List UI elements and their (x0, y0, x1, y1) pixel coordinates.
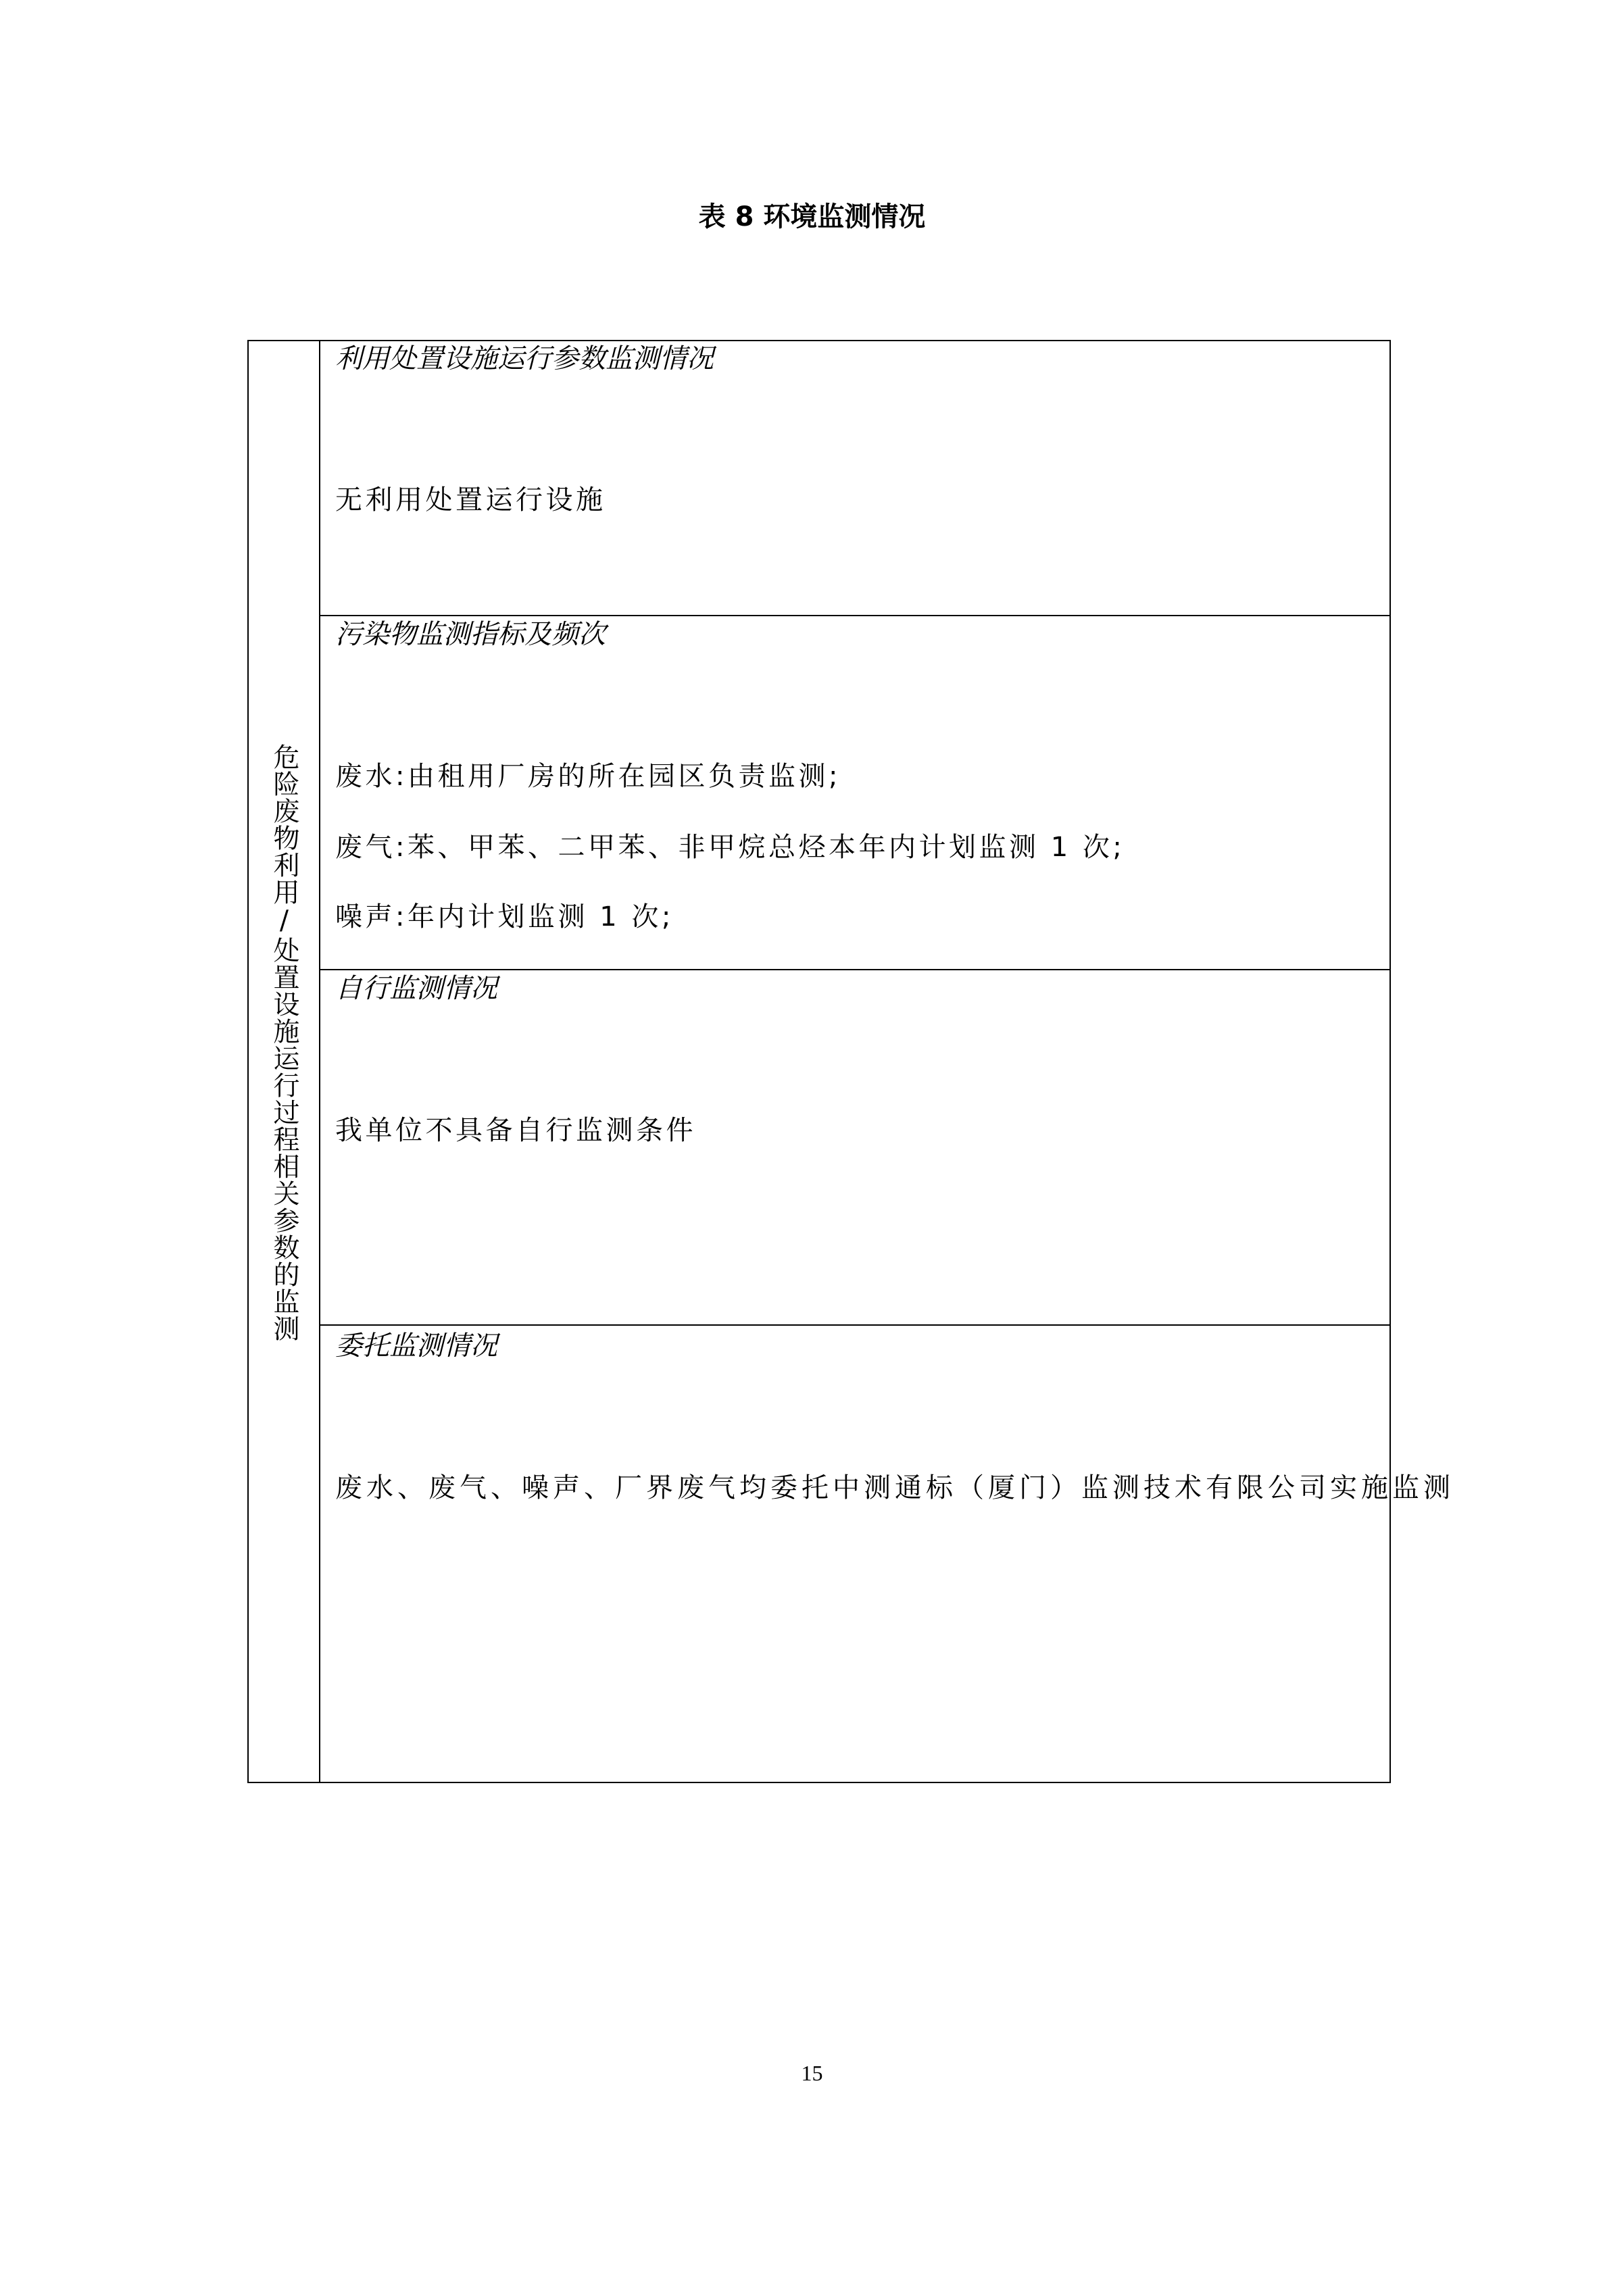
table-title: 表 8 环境监测情况 (698, 201, 926, 232)
section-heading: 自行监测情况 (335, 973, 497, 1004)
section-text: 我单位不具备自行监测条件 (335, 1115, 696, 1146)
side-label: 危险废物利用/处置设施运行过程相关参数的监测 (269, 743, 299, 1342)
section-text: 噪声:年内计划监测 1 次; (335, 901, 674, 932)
monitoring-table (247, 340, 1391, 1783)
section-text: 废水:由租用厂房的所在园区负责监测; (335, 761, 841, 792)
section-heading: 利用处置设施运行参数监测情况 (335, 343, 714, 374)
row-divider (319, 1324, 1389, 1326)
column-divider (319, 341, 320, 1782)
section-heading: 委托监测情况 (335, 1330, 497, 1362)
section-text: 废气:苯、甲苯、二甲苯、非甲烷总烃本年内计划监测 1 次; (335, 832, 1125, 863)
row-divider (319, 615, 1389, 616)
section-text: 废水、废气、噪声、厂界废气均委托中测通标（厦门）监测技术有限公司实施监测 (335, 1472, 1454, 1503)
row-divider (319, 969, 1389, 970)
section-heading: 污染物监测指标及频次 (335, 619, 606, 650)
page-number: 15 (801, 2061, 823, 2085)
section-text: 无利用处置运行设施 (335, 484, 606, 516)
